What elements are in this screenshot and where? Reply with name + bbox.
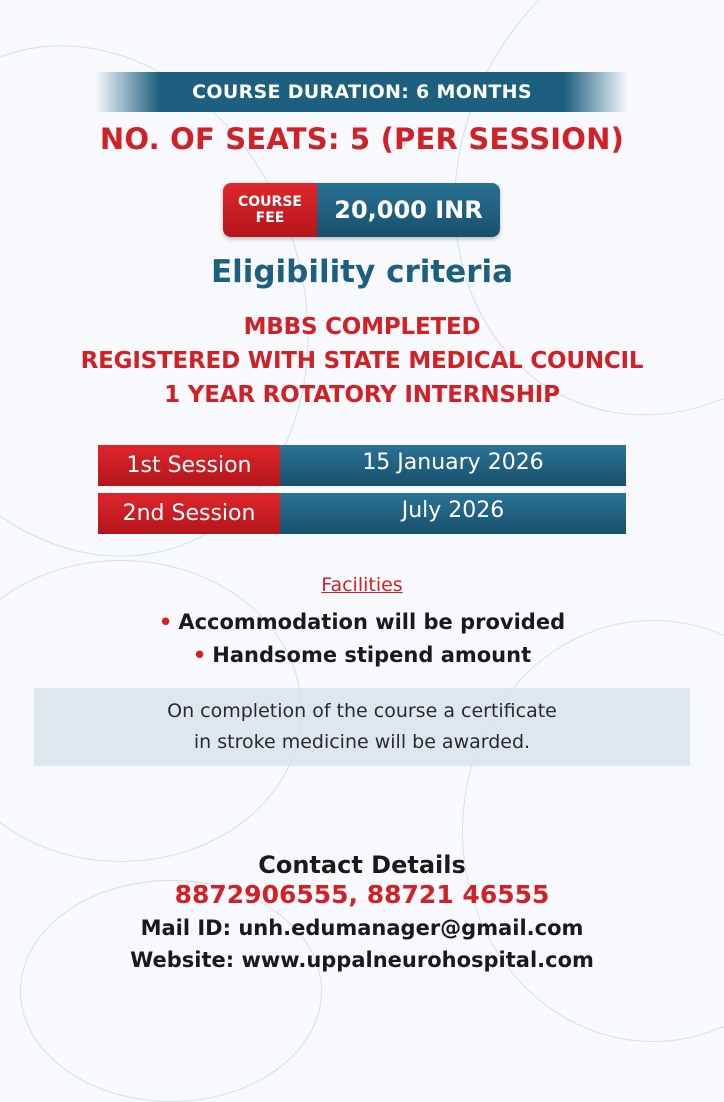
facility-item (0, 606, 724, 639)
facility-item (0, 639, 724, 672)
session-date: 15 January 2026 (280, 445, 626, 486)
session-label: 2nd Session (98, 493, 280, 534)
contact-title: Contact Details (258, 851, 466, 879)
session-date: July 2026 (280, 493, 626, 534)
certificate-line: On completion of the course a certificate (167, 700, 557, 722)
facilities-title: Facilities (321, 574, 403, 596)
course-fee-label-line1: COURSE (238, 194, 302, 210)
bullet-icon: • (192, 643, 207, 667)
facility-text: Handsome stipend amount (212, 643, 532, 667)
eligibility-item: REGISTERED WITH STATE MEDICAL COUNCIL (80, 348, 644, 374)
eligibility-title: Eligibility criteria (210, 254, 514, 290)
session-row-2 (98, 493, 626, 534)
facility-text: Accommodation will be provided (178, 610, 566, 634)
eligibility-item: 1 YEAR ROTATORY INTERNSHIP (164, 382, 560, 408)
background-swirl (462, 620, 724, 1042)
session-label: 1st Session (98, 445, 280, 486)
contact-website: Website: www.uppalneurohospital.com (130, 948, 594, 972)
eligibility-list (0, 310, 724, 412)
session-row-1 (98, 445, 626, 486)
contact-mail: Mail ID: unh.edumanager@gmail.com (140, 916, 584, 940)
course-fee-value: 20,000 INR (317, 183, 500, 237)
course-fee-badge (223, 183, 500, 237)
course-duration-banner: COURSE DURATION: 6 MONTHS (96, 72, 628, 112)
facilities-list (0, 606, 724, 672)
seats-heading: NO. OF SEATS: 5 (PER SESSION) (99, 122, 625, 156)
contact-phones: 8872906555, 88721 46555 (174, 880, 550, 909)
certificate-note (34, 688, 690, 766)
background-swirl (20, 880, 322, 1102)
bullet-icon: • (158, 610, 173, 634)
certificate-line: in stroke medicine will be awarded. (193, 731, 531, 753)
course-fee-label-line2: FEE (255, 210, 285, 226)
course-fee-label (223, 183, 317, 237)
eligibility-item: MBBS COMPLETED (243, 314, 481, 340)
